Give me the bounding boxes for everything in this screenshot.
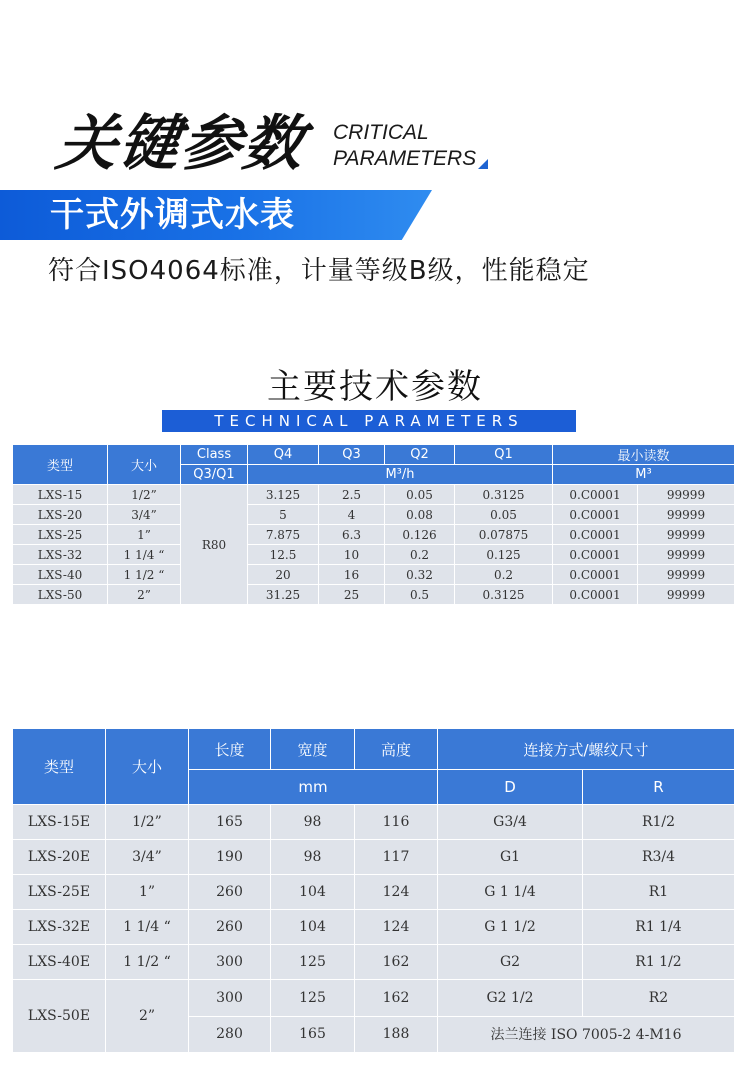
cell-q4: 20 bbox=[248, 565, 319, 585]
cell-q2: 0.05 bbox=[385, 485, 455, 505]
cell-length: 260 bbox=[189, 875, 271, 910]
header-q1: Q1 bbox=[455, 445, 553, 465]
cell-min: 0.C0001 bbox=[553, 545, 638, 565]
cell-r: R1 bbox=[583, 875, 735, 910]
header-q3: Q3 bbox=[319, 445, 385, 465]
header-q4: Q4 bbox=[248, 445, 319, 465]
cell-type: LXS-20E bbox=[13, 840, 106, 875]
cell-d: G3/4 bbox=[438, 805, 583, 840]
header-min-reading: 最小读数 bbox=[553, 445, 735, 465]
header-connection: 连接方式/螺纹尺寸 bbox=[438, 729, 735, 770]
cell-q2: 0.5 bbox=[385, 585, 455, 605]
title-en-line1: CRITICAL bbox=[333, 121, 429, 144]
cell-min: 0.C0001 bbox=[553, 585, 638, 605]
cell-length: 300 bbox=[189, 980, 271, 1017]
cell-height: 162 bbox=[355, 945, 438, 980]
header-width: 宽度 bbox=[271, 729, 355, 770]
cell-length: 280 bbox=[189, 1016, 271, 1053]
cell-type: LXS-15 bbox=[13, 485, 108, 505]
cell-q1: 0.125 bbox=[455, 545, 553, 565]
cell-d: G 1 1/2 bbox=[438, 910, 583, 945]
header-type: 类型 bbox=[13, 729, 106, 805]
cell-q3: 6.3 bbox=[319, 525, 385, 545]
cell-size: 1 1/4 “ bbox=[106, 910, 189, 945]
cell-q3: 16 bbox=[319, 565, 385, 585]
cell-type: LXS-50E bbox=[13, 980, 106, 1053]
cell-max: 99999 bbox=[638, 565, 735, 585]
cell-q1: 0.3125 bbox=[455, 585, 553, 605]
cell-q1: 0.2 bbox=[455, 565, 553, 585]
cell-q3: 25 bbox=[319, 585, 385, 605]
cell-size: 2” bbox=[106, 980, 189, 1053]
cell-length: 260 bbox=[189, 910, 271, 945]
cell-height: 116 bbox=[355, 805, 438, 840]
cell-type: LXS-40E bbox=[13, 945, 106, 980]
cell-r: R3/4 bbox=[583, 840, 735, 875]
cell-width: 104 bbox=[271, 875, 355, 910]
header-r: R bbox=[583, 770, 735, 805]
cell-height: 162 bbox=[355, 980, 438, 1017]
cell-type: LXS-32 bbox=[13, 545, 108, 565]
header-unit: mm bbox=[189, 770, 438, 805]
cell-r: R1/2 bbox=[583, 805, 735, 840]
header-q2: Q2 bbox=[385, 445, 455, 465]
cell-size: 1” bbox=[108, 525, 181, 545]
header-size: 大小 bbox=[106, 729, 189, 805]
header-flow-unit: M³/h bbox=[248, 465, 553, 485]
cell-size: 3/4” bbox=[108, 505, 181, 525]
cell-type: LXS-25E bbox=[13, 875, 106, 910]
cell-d: G2 bbox=[438, 945, 583, 980]
cell-size: 1 1/4 “ bbox=[108, 545, 181, 565]
cell-type: LXS-32E bbox=[13, 910, 106, 945]
cell-max: 99999 bbox=[638, 585, 735, 605]
cell-d: G1 bbox=[438, 840, 583, 875]
cell-min: 0.C0001 bbox=[553, 525, 638, 545]
cell-q1: 0.07875 bbox=[455, 525, 553, 545]
cell-width: 165 bbox=[271, 1016, 355, 1053]
cell-width: 104 bbox=[271, 910, 355, 945]
section-title: 主要技术参数 bbox=[267, 367, 483, 407]
cell-size: 1 1/2 “ bbox=[106, 945, 189, 980]
section-subtitle-bar: TECHNICAL PARAMETERS bbox=[162, 410, 576, 432]
cell-q2: 0.2 bbox=[385, 545, 455, 565]
cell-q3: 4 bbox=[319, 505, 385, 525]
cell-size: 1/2” bbox=[108, 485, 181, 505]
cell-q4: 7.875 bbox=[248, 525, 319, 545]
cell-min: 0.C0001 bbox=[553, 565, 638, 585]
cell-size: 1/2” bbox=[106, 805, 189, 840]
cell-height: 124 bbox=[355, 910, 438, 945]
cell-q4: 12.5 bbox=[248, 545, 319, 565]
corner-triangle-icon bbox=[478, 159, 488, 169]
cell-max: 99999 bbox=[638, 545, 735, 565]
header-length: 长度 bbox=[189, 729, 271, 770]
cell-height: 124 bbox=[355, 875, 438, 910]
cell-flange-connection: 法兰连接 ISO 7005-2 4-M16 bbox=[438, 1016, 735, 1053]
cell-max: 99999 bbox=[638, 505, 735, 525]
cell-max: 99999 bbox=[638, 485, 735, 505]
cell-q2: 0.126 bbox=[385, 525, 455, 545]
cell-q1: 0.3125 bbox=[455, 485, 553, 505]
cell-height: 117 bbox=[355, 840, 438, 875]
cell-class: R80 bbox=[181, 485, 248, 605]
cell-q2: 0.08 bbox=[385, 505, 455, 525]
header-class: Class bbox=[181, 445, 248, 465]
dimensions-table bbox=[12, 728, 735, 1053]
page-title: 关键参数 bbox=[52, 109, 311, 179]
cell-size: 1 1/2 “ bbox=[108, 565, 181, 585]
cell-height: 188 bbox=[355, 1016, 438, 1053]
cell-width: 125 bbox=[271, 945, 355, 980]
header-height: 高度 bbox=[355, 729, 438, 770]
cell-min: 0.C0001 bbox=[553, 505, 638, 525]
cell-length: 165 bbox=[189, 805, 271, 840]
cell-q2: 0.32 bbox=[385, 565, 455, 585]
cell-type: LXS-40 bbox=[13, 565, 108, 585]
cell-q4: 3.125 bbox=[248, 485, 319, 505]
header-min-unit: M³ bbox=[553, 465, 735, 485]
cell-size: 3/4” bbox=[106, 840, 189, 875]
cell-q4: 5 bbox=[248, 505, 319, 525]
cell-q3: 2.5 bbox=[319, 485, 385, 505]
cell-type: LXS-20 bbox=[13, 505, 108, 525]
cell-q3: 10 bbox=[319, 545, 385, 565]
cell-length: 300 bbox=[189, 945, 271, 980]
header-size: 大小 bbox=[108, 445, 181, 485]
cell-d: G2 1/2 bbox=[438, 980, 583, 1017]
cell-type: LXS-15E bbox=[13, 805, 106, 840]
cell-type: LXS-50 bbox=[13, 585, 108, 605]
header-type: 类型 bbox=[13, 445, 108, 485]
page-title-en bbox=[333, 120, 476, 172]
cell-width: 98 bbox=[271, 805, 355, 840]
header-d: D bbox=[438, 770, 583, 805]
header-q3q1: Q3/Q1 bbox=[181, 465, 248, 485]
title-en-line2: PARAMETERS bbox=[333, 147, 477, 170]
cell-min: 0.C0001 bbox=[553, 485, 638, 505]
cell-width: 98 bbox=[271, 840, 355, 875]
cell-size: 2” bbox=[108, 585, 181, 605]
cell-r: R1 1/2 bbox=[583, 945, 735, 980]
cell-max: 99999 bbox=[638, 525, 735, 545]
cell-size: 1” bbox=[106, 875, 189, 910]
cell-type: LXS-25 bbox=[13, 525, 108, 545]
cell-length: 190 bbox=[189, 840, 271, 875]
cell-q1: 0.05 bbox=[455, 505, 553, 525]
flow-params-table bbox=[12, 444, 735, 605]
cell-r: R1 1/4 bbox=[583, 910, 735, 945]
cell-width: 125 bbox=[271, 980, 355, 1017]
product-subtitle: 符合ISO4064标准，计量等级B级，性能稳定 bbox=[48, 256, 590, 286]
cell-d: G 1 1/4 bbox=[438, 875, 583, 910]
cell-r: R2 bbox=[583, 980, 735, 1017]
product-name: 干式外调式水表 bbox=[50, 195, 295, 235]
cell-q4: 31.25 bbox=[248, 585, 319, 605]
